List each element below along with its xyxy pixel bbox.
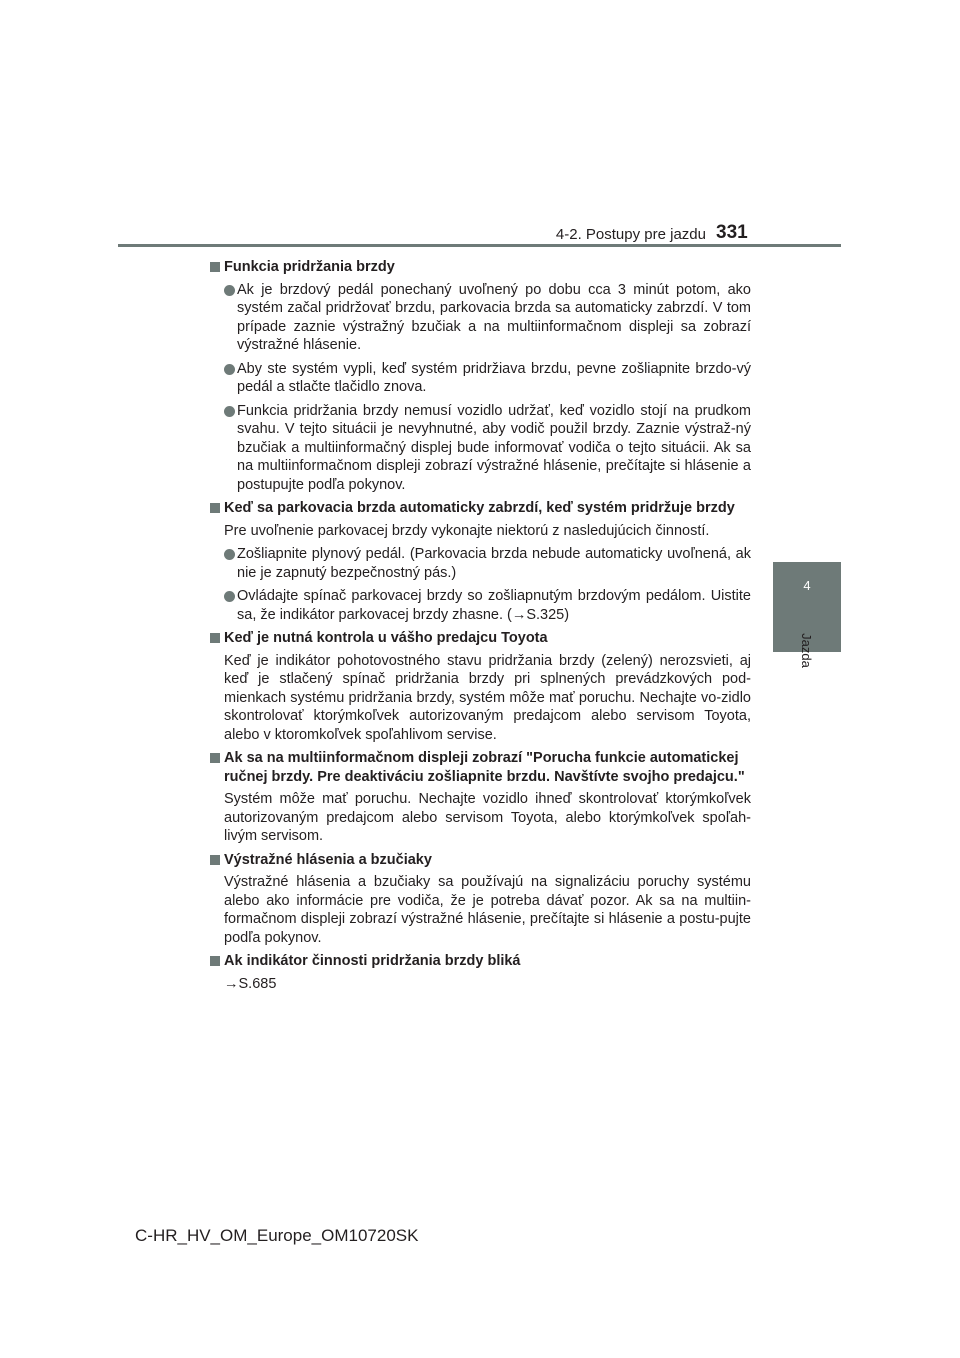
circle-bullet-icon	[224, 285, 235, 296]
header-divider	[118, 244, 841, 247]
main-content	[210, 254, 751, 998]
page-number: 331	[716, 222, 748, 243]
list-item: Ak je brzdový pedál ponechaný uvoľnený po dobu cca 3 minút potom, ako systém začal pridržovať brzdu, parkovacia brzda sa automaticky zabrzdí. V tom prípade zaznie výstražný bzučiak a na multiinformačnom displeji sa zobrazí výstražné hlásenie.	[210, 281, 751, 355]
list-item: Aby ste systém vypli, keď systém pridržiava brzdu, pevne zošliapnite brzdo-vý pedál a stlačte tlačidlo znova.	[210, 360, 751, 397]
circle-bullet-icon	[224, 364, 235, 375]
section-heading: Ak indikátor činnosti pridržania brzdy bliká	[210, 952, 751, 971]
list-item: Zošliapnite plynový pedál. (Parkovacia brzda nebude automaticky uvoľnená, ak nie je zapnutý bezpečnostný pás.)	[210, 545, 751, 582]
list-item: Funkcia pridržania brzdy nemusí vozidlo udržať, keď vozidlo stojí na prudkom svahu. V tejto situácii je nevyhnutné, aby vodič použil brzdy. Zaznie výstraž-ný bzučiak a multiinformačný displej bude informovať vodiča o tejto situácii. Ak sa na multiinformačnom displeji zobrazí výstražné hlásenie, prečítajte si hlásenie a postupujte podľa pokynov.	[210, 402, 751, 495]
square-bullet-icon	[210, 855, 220, 865]
square-bullet-icon	[210, 503, 220, 513]
section-heading: Ak sa na multiinformačnom displeji zobrazí "Porucha funkcie automatickej ručnej brzdy. Pre deaktiváciu zošliapnite brzdu. Navštívte svojho predajcu."	[210, 749, 751, 786]
square-bullet-icon	[210, 753, 220, 763]
header-section-title: 4-2. Postupy pre jazdu	[555, 226, 706, 243]
section-heading: Funkcia pridržania brzdy	[210, 258, 751, 277]
section-text: Systém môže mať poruchu. Nechajte vozidlo ihneď skontrolovať ktorýmkoľvek autorizovaným predajcom alebo servisom Toyota, alebo ktorýmkoľvek spoľah-livým servisom.	[224, 791, 751, 844]
chapter-label-container	[776, 630, 836, 670]
section-heading: Keď je nutná kontrola u vášho predajcu Toyota	[210, 629, 751, 648]
section-heading: Výstražné hlásenia a bzučiaky	[210, 851, 751, 870]
page-reference-link[interactable]: →S.685	[224, 975, 277, 992]
section-text: Výstražné hlásenia a bzučiaky sa používajú na signalizáciu poruchy systému alebo ako informácie pre vodiča, že je potreba dávať pozor. Ak sa na multiin-formačnom displeji zobrazí výstražné hlásenie, prečítajte si hlásenie a postu-pujte podľa pokynov.	[224, 874, 751, 946]
chapter-number: 4	[803, 578, 811, 593]
section-text: Keď je indikátor pohotovostného stavu pridržania brzdy (zelený) nerozsvieti, aj keď je stlačený spínač pridržania brzdy pri splnených prevádzkových pod-mienkach systému pridržania brzdy, systém môže mať poruchu. Nechajte vo-zidlo skontrolovať ktorýmkoľvek autorizovaným predajcom alebo servisom Toyota, alebo v ktoromkoľvek spoľahlivom servise.	[224, 652, 751, 743]
section-text: Pre uvoľnenie parkovacej brzdy vykonajte niektorú z nasledujúcich činností.	[224, 522, 710, 539]
square-bullet-icon	[210, 956, 220, 966]
chapter-label: Jazda	[798, 632, 814, 668]
list-item: Ovládajte spínač parkovacej brzdy so zošliapnutým brzdovým pedálom. Uistite sa, že indikátor parkovacej brzdy zhasne. (→S.325)	[210, 587, 751, 624]
document-code: C-HR_HV_OM_Europe_OM10720SK	[135, 1226, 419, 1245]
square-bullet-icon	[210, 633, 220, 643]
square-bullet-icon	[210, 262, 220, 272]
circle-bullet-icon	[224, 406, 235, 417]
section-heading: Keď sa parkovacia brzda automaticky zabrzdí, keď systém pridržuje brzdy	[210, 499, 751, 518]
circle-bullet-icon	[224, 549, 235, 560]
circle-bullet-icon	[224, 591, 235, 602]
